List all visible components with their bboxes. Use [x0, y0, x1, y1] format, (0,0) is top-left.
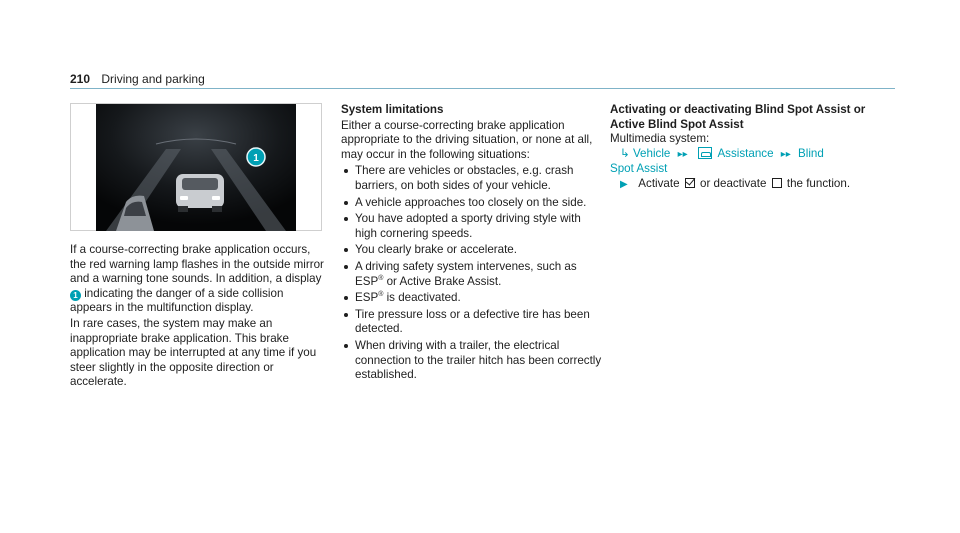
- figure-blind-spot-display: [70, 103, 322, 231]
- list-item: Tire pressure loss or a defective tire has been detected.: [341, 308, 603, 337]
- checkbox-checked-icon: [685, 178, 695, 188]
- text-run: If a course-correcting brake application occurs, the red warning lamp flashes in the outside mirror and a warning tone sounds. In addition, a display: [70, 243, 324, 286]
- assistance-car-icon: [698, 147, 712, 159]
- callout-badge: 1: [70, 290, 81, 301]
- menu-spot-assist[interactable]: Spot Assist: [610, 162, 668, 176]
- registered-mark: ®: [378, 291, 384, 299]
- text-run: A driving safety system intervenes, such as ESP: [355, 259, 577, 288]
- menu-blind[interactable]: Blind: [798, 146, 824, 160]
- menu-path: [610, 147, 875, 163]
- text-run: ESP: [355, 291, 379, 305]
- list-item: You have adopted a sporty driving style with high cornering speeds.: [341, 212, 603, 241]
- column-3: [610, 103, 875, 193]
- list-item: [341, 291, 603, 306]
- page-header: [70, 72, 205, 86]
- text-run: the function.: [786, 176, 851, 190]
- list-item: When driving with a trailer, the electrical connection to the trailer hitch has been correctly established.: [341, 339, 603, 383]
- chevron-right-icon: ▸▸: [677, 148, 688, 160]
- text-run: or Active Brake Assist.: [383, 274, 502, 288]
- step-activate: [610, 177, 875, 193]
- heading-system-limitations: System limitations: [341, 103, 444, 116]
- heading-activating-blind-spot: Activating or deactivating Blind Spot Assist or Active Blind Spot Assist: [610, 103, 866, 131]
- menu-vehicle[interactable]: Vehicle: [632, 146, 671, 160]
- step-arrow-icon: ▶: [620, 178, 628, 190]
- limitations-list: [341, 164, 603, 382]
- menu-path-cont: [610, 162, 875, 177]
- list-item: There are vehicles or obstacles, e.g. crash barriers, on both sides of your vehicle.: [341, 164, 603, 193]
- home-arrow-icon: ↳: [620, 146, 630, 160]
- text-run: indicating the danger of a side collision appears in the multifunction display.: [70, 286, 284, 315]
- limitations-intro: Either a course-correcting brake application appropriate to the driving situation, or none at all, may occur in the following situations:: [341, 118, 593, 161]
- list-item: You clearly brake or accelerate.: [341, 243, 603, 258]
- system-label: Multimedia system:: [610, 132, 710, 146]
- text-run: is deactivated.: [383, 291, 461, 305]
- checkbox-empty-icon: [772, 178, 782, 188]
- menu-assistance[interactable]: Assistance: [717, 146, 774, 160]
- paragraph-brake-warning: [70, 243, 325, 316]
- ego-car-icon: [176, 174, 224, 212]
- header-rule: [70, 88, 895, 89]
- page-number: 210: [70, 72, 91, 86]
- paragraph-inappropriate-brake: In rare cases, the system may make an inappropriate brake application. This brake application may be interrupted at any time if you steer slightly in the opposite direction or accelerate.: [70, 316, 317, 389]
- text-run: or deactivate: [700, 176, 767, 190]
- chevron-right-icon: ▸▸: [780, 148, 791, 160]
- list-item: A vehicle approaches too closely on the side.: [341, 196, 603, 211]
- section-title: Driving and parking: [101, 72, 205, 86]
- column-2: [341, 103, 603, 383]
- column-1: [70, 243, 325, 390]
- callout-number: 1: [253, 153, 259, 164]
- text-run: Activate: [638, 176, 680, 190]
- registered-mark: ®: [378, 274, 384, 282]
- warning-callout-1: [247, 148, 265, 166]
- dashboard-illustration: [96, 104, 296, 231]
- list-item: [341, 260, 603, 289]
